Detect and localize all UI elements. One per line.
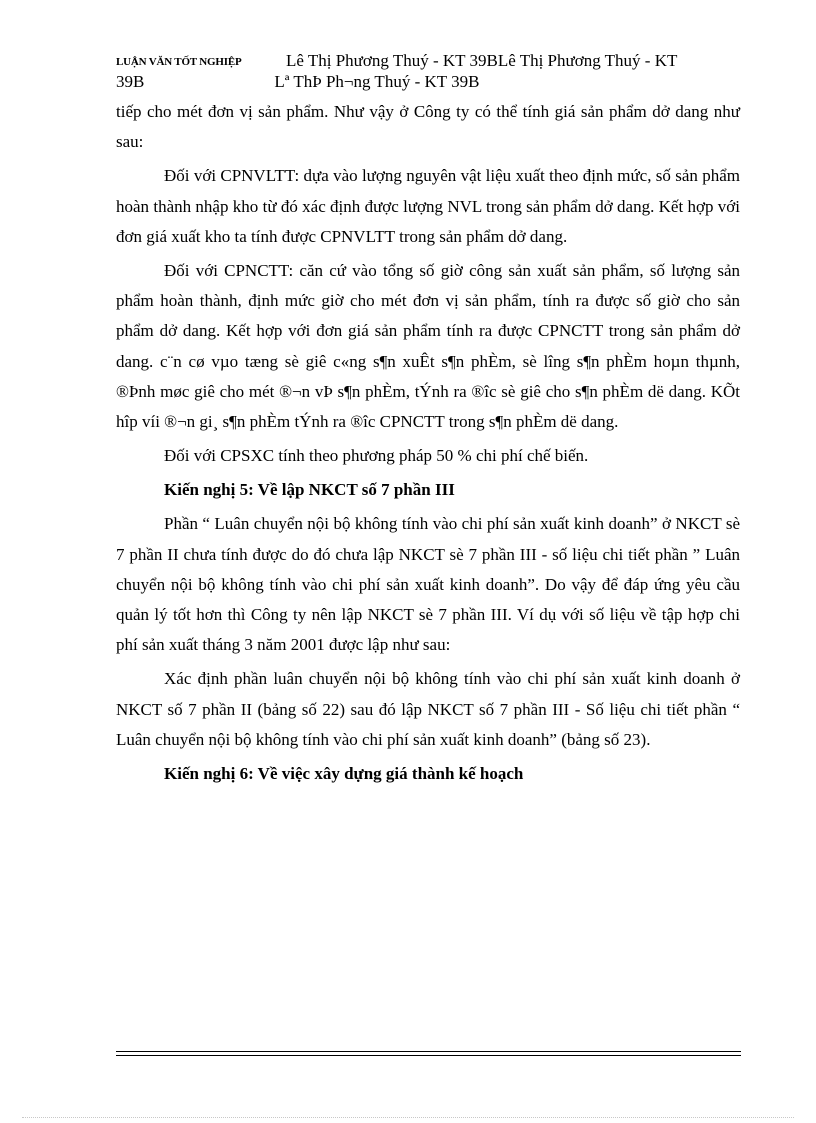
footer-rule-top (116, 1051, 741, 1052)
heading-recommendation-6: Kiến nghị 6: Về việc xây dựng giá thành kế hoạch (164, 764, 524, 784)
paragraph-internal-transfer: Xác định phần luân chuyển nội bộ không tính vào chi phí sản xuất kinh doanh ở NKCT số 7 phần II (bảng số 22) sau đó lập NKCT số 7 phần III - Số liệu chi tiết phần “ Luân chuyển nội bộ không tính vào chi phí sản xuất kinh doanh” (bảng số 23). (116, 669, 740, 749)
footer-rule-bottom (116, 1055, 741, 1056)
paragraph-cpnvltt: Đối với CPNVLTT: dựa vào lượng nguyên vật liệu xuất theo định mức, số sản phẩm hoàn thành nhập kho từ đó xác định được lượng NVL trong sản phẩm dở dang. Kết hợp với đơn giá xuất kho ta tính được CPNVLTT trong sản phẩm dở dang. (116, 166, 740, 246)
paragraph-cpnctt: Đối với CPNCTT: căn cứ vào tổng số giờ công sản xuất sản phẩm, số lượng sản phẩm hoàn thành, định mức giờ cho mét đơn vị sản phẩm, tính ra được số giờ cho sản phẩm dở dang. Kết hợp với đơn giá sản phẩm tính ra được CPNCTT trong sản phẩm dở dang. c¨n cø vµo tæng sè giê c«ng s¶n xuÊt s¶n phÈm, sè lîng s¶n phÈm hoµn thµnh, ®Þnh møc giê cho mét ®¬n vÞ s¶n phÈm, tÝnh ra ®îc sè giê cho s¶n phÈm dë dang. KÕt hîp víi ®¬n gi¸ s¶n phÈm tÝnh ra ®îc CPNCTT trong s¶n phÈm dë dang. (116, 261, 740, 432)
header-author-legacy: Lª ThÞ Ph¬ng Thuý - KT 39B (274, 72, 480, 91)
header-class-code: 39B (116, 72, 145, 91)
header-thesis-label: LUẬN VĂN TỐT NGHIỆP (116, 56, 242, 68)
paragraph-nkct-part-iii: Phần “ Luân chuyển nội bộ không tính vào chi phí sản xuất kinh doanh” ở NKCT sè 7 phần II chưa tính được do đó chưa lập NKCT sè 7 phần III - số liệu chi tiết phần ” Luân chuyển nội bộ không tính vào chi phí sản xuất kinh doanh”. Do vậy để đáp ứng yêu cầu quản lý tốt hơn thì Công ty nên lập NKCT sè 7 phần III. Ví dụ với số liệu về tập hợp chi phí sản xuất tháng 3 năm 2001 được lập như sau: (116, 514, 740, 655)
header-author: Lê Thị Phương Thuý - KT 39BLê Thị Phương Thuý - KT (286, 51, 678, 70)
paragraph-1: tiếp cho mét đơn vị sản phẩm. Như vậy ở Công ty có thể tính giá sản phẩm dở dang như sau: (116, 102, 740, 152)
header-line-2 (116, 71, 479, 92)
paragraph-cpsxc: Đối với CPSXC tính theo phương pháp 50 % chi phí chế biến. (164, 446, 589, 466)
page-body (116, 97, 740, 789)
heading-recommendation-5: Kiến nghị 5: Về lập NKCT số 7 phần III (164, 480, 455, 500)
page-edge-divider (22, 1117, 794, 1118)
